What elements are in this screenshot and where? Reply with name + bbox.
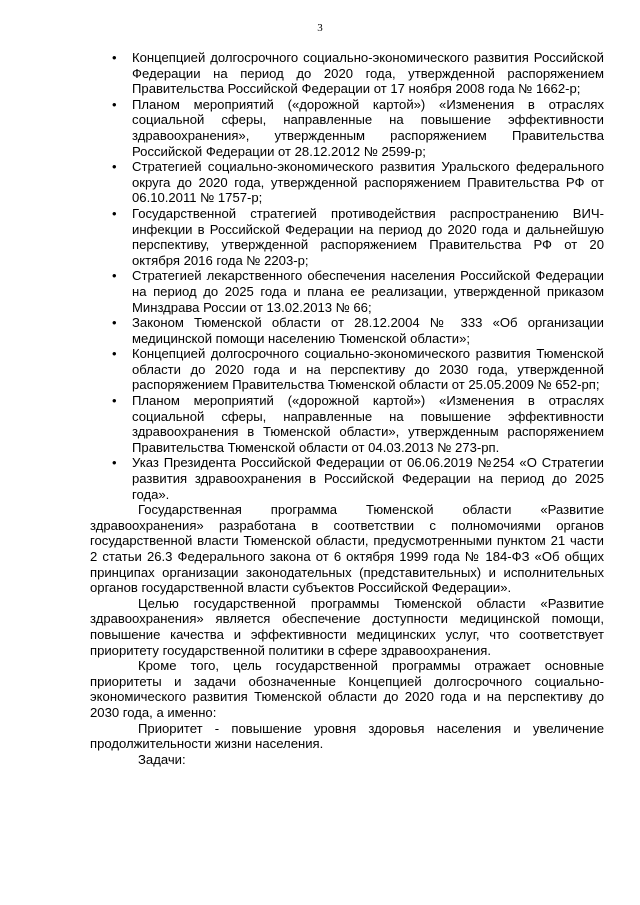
list-item-text: Планом мероприятий («дорожной картой») «Изменения в отраслях социальной сферы, направленные на повышение эффективности здравоохранения в Тюменской области», утвержденным распоряжением Правительства Тюменской области от 04.03.2013 № 273-рп. (132, 393, 604, 455)
paragraph-program-basis: Государственная программа Тюменской области «Развитие здравоохранения» разработана в соответствии с полномочиями органов государственной власти Тюменской области, предусмотренными пунктом 21 части 2 статьи 26.3 Федерального закона от 6 октября 1999 года № 184-ФЗ «Об общих принципах организации законодательных (представительных) и исполнительных органов государственной власти субъектов Российской Федерации». (90, 502, 604, 596)
list-item (90, 346, 604, 393)
bullet-icon: • (112, 455, 117, 471)
bullet-list (90, 50, 604, 502)
bullet-icon: • (112, 96, 117, 112)
list-item-text: Планом мероприятий («дорожной картой») «Изменения в отраслях социальной сферы, направленные на повышение эффективности здравоохранения», утвержденным распоряжением Правительства Российской Федерации от 28.12.2012 № 2599-р; (132, 96, 604, 159)
bullet-icon: • (112, 205, 117, 221)
list-item-text: Указ Президента Российской Федерации от 06.06.2019 №254 «О Стратегии развития здравоохранения в Российской Федерации на период до 2025 года». (132, 455, 604, 502)
list-item (90, 315, 604, 346)
bullet-icon: • (112, 393, 117, 409)
list-item (90, 97, 604, 159)
paragraph-tasks-heading: Задачи: (138, 751, 186, 767)
list-item (90, 50, 604, 97)
list-item-text: Стратегией социально-экономического развития Уральского федерального округа до 2020 года, утвержденной распоряжением Правительства РФ от 06.10.2011 № 1757-р; (132, 159, 604, 206)
document-body (90, 50, 604, 767)
bullet-icon: • (112, 268, 117, 284)
paragraph-program-goal: Целью государственной программы Тюменской области «Развитие здравоохранения» является обеспечение доступности медицинской помощи, повышение качества и эффективности медицинских услуг, что соответствует приоритету государственной политики в сфере здравоохранения. (90, 595, 604, 658)
bullet-icon: • (112, 315, 117, 331)
list-item-text: Законом Тюменской области от 28.12.2004 № 333 «Об организации медицинской помощи населению Тюменской области»; (132, 315, 604, 346)
list-item-text: Концепцией долгосрочного социально-экономического развития Российской Федерации на период до 2020 года, утвержденной распоряжением Правительства Российской Федерации от 17 ноября 2008 года № 1662-р; (132, 50, 604, 97)
paragraph-priority: Приоритет - повышение уровня здоровья населения и увеличение продолжительности жизни населения. (90, 720, 604, 752)
bullet-icon: • (112, 159, 117, 175)
list-item (90, 159, 604, 206)
list-item (90, 393, 604, 455)
bullet-icon: • (112, 50, 117, 65)
list-item-text: Стратегией лекарственного обеспечения населения Российской Федерации на период до 2025 года и плана ее реализации, утвержденной приказом Минздрава России от 13.02.2013 № 66; (132, 268, 604, 315)
list-item-text: Государственной стратегией противодействия распространению ВИЧ-инфекции в Российской Федерации на период до 2020 года и дальнейшую перспективу, утвержденной распоряжением Правительства РФ от 20 октября 2016 года № 2203-р; (132, 205, 604, 268)
list-item (90, 455, 604, 502)
list-item-text: Концепцией долгосрочного социально-экономического развития Тюменской области до 2020 года и на перспективу до 2030 года, утвержденной распоряжением Правительства Тюменской области от 25.05.2009 № 652-рп; (132, 346, 604, 393)
list-item (90, 206, 604, 268)
page-number: 3 (317, 22, 323, 34)
list-item (90, 268, 604, 315)
bullet-icon: • (112, 346, 117, 362)
paragraph-priorities: Кроме того, цель государственной программы отражает основные приоритеты и задачи обозначенные Концепцией долгосрочного социально-экономического развития Тюменской области до 2020 года и на перспективу до 2030 года, а именно: (90, 658, 604, 720)
